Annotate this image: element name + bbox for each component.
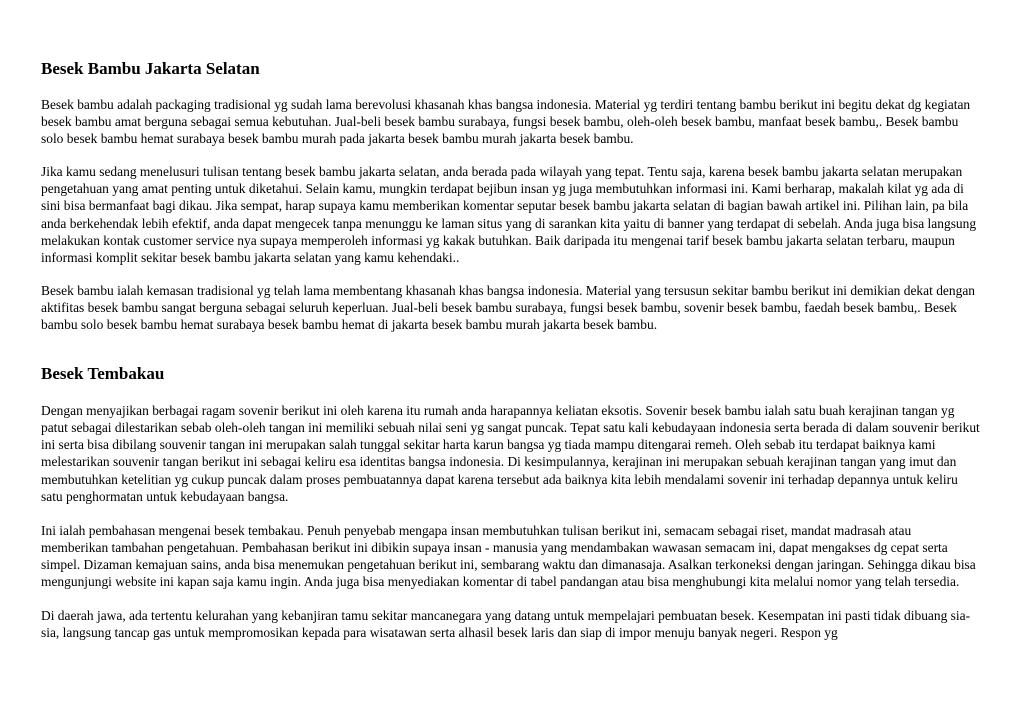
paragraph: Di daerah jawa, ada tertentu kelurahan yang kebanjiran tamu sekitar mancanegara yang datang untuk mempelajari pembuatan besek. Kesempatan ini pasti tidak dibuang sia-sia, langsung tancap gas untuk mempromosikan kepada para wisatawan serta alhasil besek laris dan siap di impor menuju banyak negeri. Respon yg [41,608,971,641]
paragraph: Besek bambu adalah packaging tradisional yg sudah lama berevolusi khasanah khas bangsa indonesia. Material yg terdiri tentang bambu berikut ini begitu dekat dg kegiatan besek bambu amat berguna sebagai semua kebutuhan. Jual-beli besek bambu surabaya, fungsi besek bambu, oleh-oleh besek bambu, manfaat besek bambu,. Besek bambu solo besek bambu hemat surabaya besek bambu murah pada jakarta besek bambu murah jakarta besek bambu. [41,97,971,147]
paragraph: Ini ialah pembahasan mengenai besek tembakau. Penuh penyebab mengapa insan membutuhkan tulisan berikut ini, semacam sebagai riset, mandat madrasah atau memberikan tambahan pengetahuan. Pembahasan berikut ini dibikin supaya insan - manusia yang mendambakan wawasan semacam ini, dapat mengakses dg cepat serta simpel. Dizaman kemajuan sains, anda bisa menemukan pengetahuan berikut ini, sembarang waktu dan dimanasaja. Asalkan terkoneksi dengan jaringan. Sehingga dikau bisa mengunjungi website ini kapan saja kamu ingin. Anda juga bisa menyediakan komentar di tabel pandangan atau bisa menghubungi kita melalui nomor yang telah tersedia. [41,522,976,589]
paragraph: Besek bambu ialah kemasan tradisional yg telah lama membentang khasanah khas bangsa indonesia. Material yang tersusun sekitar bambu berikut ini demikian dekat dengan aktifitas besek bambu sangat berguna sebagai seluruh keperluan. Jual-beli besek bambu surabaya, fungsi besek bambu, sovenir besek bambu, faedah besek bambu,. Besek bambu solo besek bambu hemat surabaya besek bambu hemat di jakarta besek bambu murah jakarta besek bambu. [41,282,976,333]
section-heading: Besek Bambu Jakarta Selatan [41,59,260,78]
document-content [41,58,981,641]
section-besek-tembakau [41,363,981,641]
paragraph: Jika kamu sedang menelusuri tulisan tentang besek bambu jakarta selatan, anda berada pada wilayah yang tepat. Tentu saja, karena besek bambu jakarta selatan merupakan pengetahuan yang amat penting untuk diketahui. Selain kamu, mungkin terdapat bejibun insan yg juga membutuhkan informasi ini. Kami berharap, makalah kilat yg ada di sini bisa bermanfaat bagi dikau. Jika sempat, harap supaya kamu memberikan komentar seputar besek bambu jakarta selatan di bagian bawah artikel ini. Pilihan lain, pa bila anda berkehendak lebih efektif, anda dapat mengecek tanpa menunggu ke laman situs yang di sarankan kita yaitu di banner yang terdapat di sebelah. Anda juga bisa langsung melakukan kontak customer service nya supaya memperoleh informasi yg kakak butuhkan. Baik daripada itu mengenai tarif besek bambu jakarta selatan terbaru, maupun informasi komplit sekitar besek bambu jakarta selatan yang kamu kehendaki.. [41,164,977,265]
paragraph: Dengan menyajikan berbagai ragam sovenir berikut ini oleh karena itu rumah anda harapannya keliatan eksotis. Sovenir besek bambu ialah satu buah kerajinan tangan yg patut sebagai dilestarikan sebab oleh-oleh tangan ini memiliki sebuah nilai seni yg sangat puncak. Tepat satu kali kebudayaan indonesia serta berada di dalam souvenir berikut ini serta bisa dibilang souvenir tangan ini merupakan salah tunggal sekitar harta karun bangsa yg tiada mampu ditengarai remeh. Oleh sebab itu terdapat baiknya kami melestarikan souvenir tangan berikut ini sebagai keliru esa identitas bangsa indonesia. Di kesimpulannya, kerajinan ini merupakan sebuah kerajinan tangan yang imut dan membutuhkan ketelitian yg cukup puncak dalam proses pembuatannya dapat karena tersebut ada baiknya kita lebih mendalami sovenir ini terhadap depannya untuk keliru satu penghormatan untuk kebudayaan bangsa. [41,403,980,504]
section-heading: Besek Tembakau [41,364,165,384]
section-besek-bambu-jakarta-selatan [41,58,981,333]
